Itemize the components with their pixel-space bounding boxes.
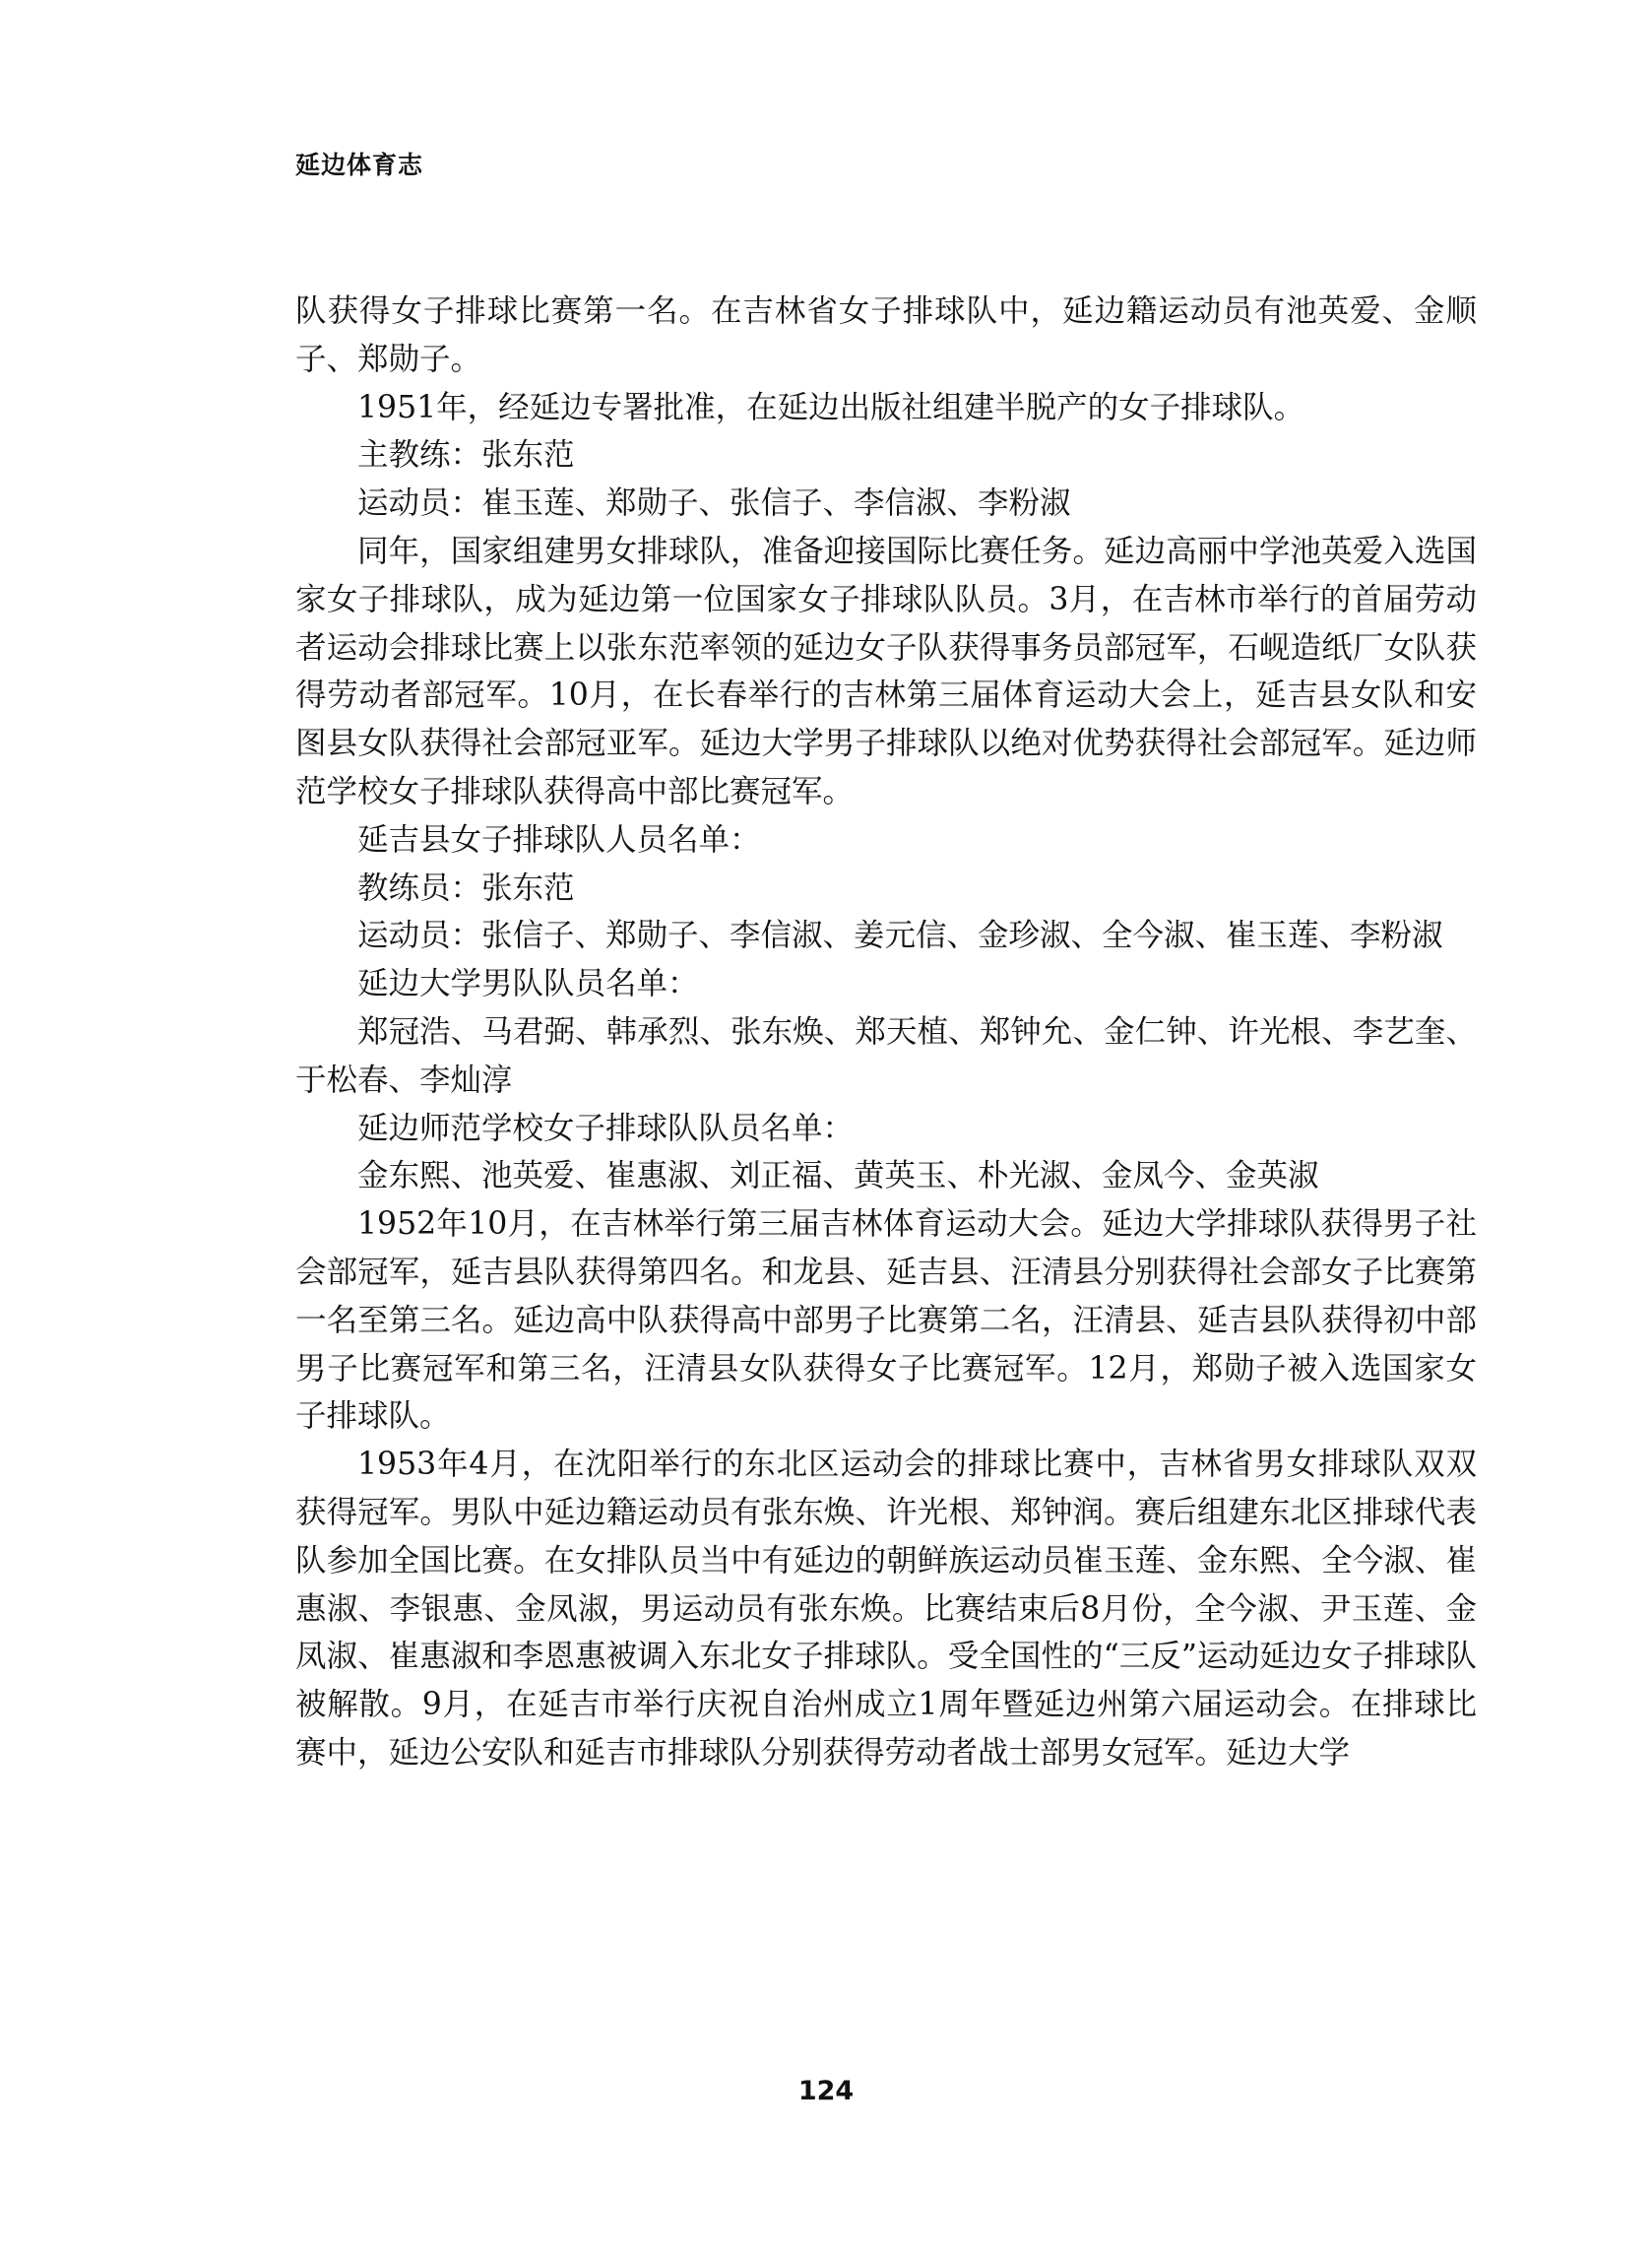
paragraph: 教练员：张东范 [357,870,575,906]
paragraph: 运动员：崔玉莲、郑勋子、张信子、李信淑、李粉淑 [357,485,1071,522]
paragraph: 1953年4月，在沈阳举行的东北区运动会的排球比赛中，吉林省男女排球队双双获得冠军。男队中延边籍运动员有张东焕、许光根、郑钟润。赛后组建东北区排球代表队参加全国比赛。在女排队员当中有延边的朝鲜族运动员崔玉莲、金东熙、全今淑、崔惠淑、李银惠、金凤淑，男运动员有张东焕。比赛结束后8月份，全今淑、尹玉莲、金凤淑、崔惠淑和李恩惠被调入东北女子排球队。受全国性的“三反”运动延边女子排球队被解散。9月，在延吉市举行庆祝自治州成立1周年暨延边州第六届运动会。在排球比赛中，延边公安队和延吉市排球队分别获得劳动者战士部男女冠军。延边大学 [295,1447,1477,1771]
paragraph: 运动员：张信子、郑勋子、李信淑、姜元信、金珍淑、全今淑、崔玉莲、李粉淑 [357,918,1443,954]
paragraph: 延边大学男队队员名单： [357,966,699,1002]
paragraph: 延边师范学校女子排球队队员名单： [357,1110,855,1146]
paragraph: 1952年10月，在吉林举行第三届吉林体育运动大会。延边大学排球队获得男子社会部冠军，延吉县队获得第四名。和龙县、延吉县、汪清县分别获得社会部女子比赛第一名至第三名。延边高中队获得高中部男子比赛第二名，汪清县、延吉县队获得初中部男子比赛冠军和第三名，汪清县女队获得女子比赛冠军。12月，郑勋子被入选国家女子排球队。 [295,1206,1477,1435]
paragraph: 郑冠浩、马君弼、韩承烈、张东焕、郑天植、郑钟允、金仁钟、许光根、李艺奎、于松春、李灿淳 [295,1013,1477,1098]
paragraph: 同年，国家组建男女排球队，准备迎接国际比赛任务。延边高丽中学池英爱入选国家女子排球队，成为延边第一位国家女子排球队队员。3月，在吉林市举行的首届劳动者运动会排球比赛上以张东范率领的延边女子队获得事务员部冠军，石岘造纸厂女队获得劳动者部冠军。10月，在长春举行的吉林第三届体育运动大会上，延吉县女队和安图县女队获得社会部冠亚军。延边大学男子排球队以绝对优势获得社会部冠军。延边师范学校女子排球队获得高中部比赛冠军。 [295,533,1477,809]
paragraph: 延吉县女子排球队人员名单： [357,821,761,858]
paragraph: 1951年，经延边专署批准，在延边出版社组建半脱产的女子排球队。 [357,389,1305,425]
paragraph: 主教练：张东范 [357,437,575,474]
running-header: 延边体育志 [295,151,424,179]
paragraph: 队获得女子排球比赛第一名。在吉林省女子排球队中，延边籍运动员有池英爱、金顺子、郑勋子。 [295,293,1477,377]
page-number: 124 [797,2076,855,2106]
body-text [295,288,1477,1777]
paragraph: 金东熙、池英爱、崔惠淑、刘正福、黄英玉、朴光淑、金凤今、金英淑 [357,1158,1319,1194]
